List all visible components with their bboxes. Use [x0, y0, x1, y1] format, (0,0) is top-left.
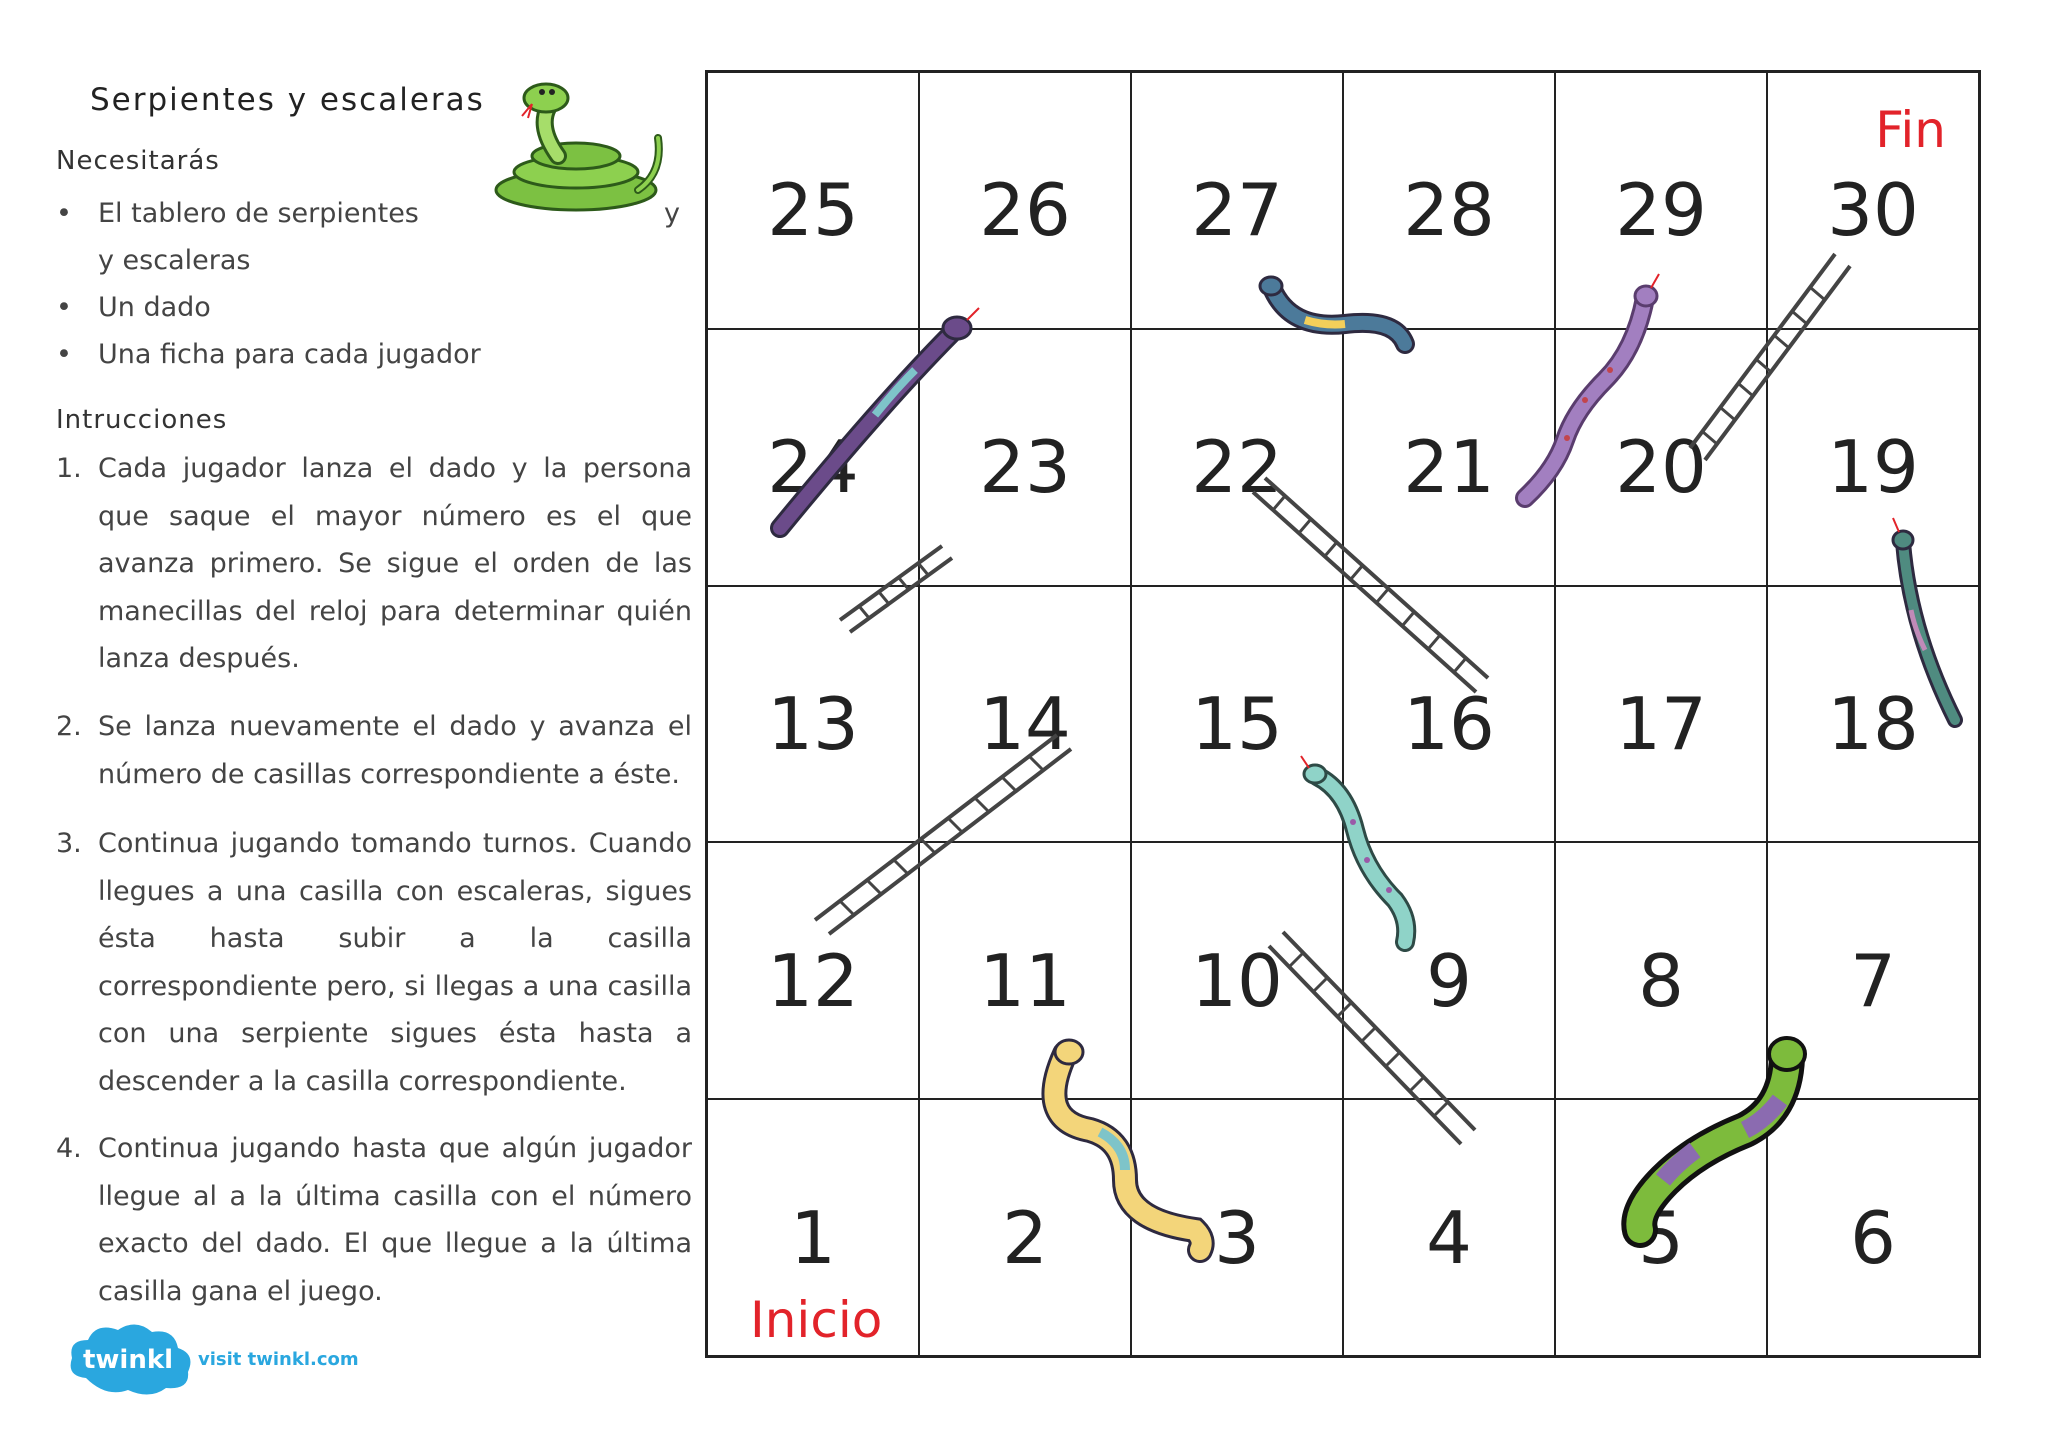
- board-cell-12: [707, 842, 919, 1099]
- instruction-item: 1. Cada jugador lanza el dado y la persona que saque el mayor número es el que avanza primero. Se sigue el orden de las manecillas del reloj para determinar quién lanza después.: [56, 453, 692, 674]
- cell-number: 16: [1403, 681, 1495, 766]
- board-cell-15: [1131, 586, 1343, 843]
- cell-number: 8: [1638, 938, 1684, 1023]
- twinkl-logo-icon[interactable]: [66, 1318, 196, 1398]
- finish-label: Fin: [1875, 101, 1946, 159]
- cell-number: 24: [767, 425, 859, 510]
- instruction-item: 2. Se lanza nuevamente el dado y avanza el número de casillas correspondiente a éste.: [56, 711, 692, 790]
- cell-number: 18: [1827, 681, 1919, 766]
- cell-number: 10: [1191, 938, 1283, 1023]
- board-cell-23: [919, 329, 1131, 586]
- cell-number: 27: [1191, 168, 1283, 253]
- board-cell-29: [1555, 72, 1767, 329]
- cell-number: 5: [1638, 1195, 1684, 1280]
- cell-number: 19: [1827, 425, 1919, 510]
- board-cell-13: [707, 586, 919, 843]
- cell-number: 29: [1615, 168, 1707, 253]
- board-cell-10: [1131, 842, 1343, 1099]
- board-cell-4: [1343, 1099, 1555, 1356]
- page-title: Serpientes y escaleras: [90, 82, 485, 118]
- board-cell-19: [1767, 329, 1979, 586]
- game-board: [705, 70, 1981, 1358]
- cell-number: 13: [767, 681, 859, 766]
- board-cell-26: [919, 72, 1131, 329]
- board-cell-14: [919, 586, 1131, 843]
- board-cell-17: [1555, 586, 1767, 843]
- instruction-item: 3. Continua jugando tomando turnos. Cuando llegues a una casilla con escaleras, sigues ésta hasta subir a la casilla correspondiente pero, si llegas a una casilla con una serpiente sigues ésta hasta a descender a la casilla correspondiente.: [56, 828, 692, 1097]
- board-cell-18: [1767, 586, 1979, 843]
- board-cell-9: [1343, 842, 1555, 1099]
- cell-number: 22: [1191, 425, 1283, 510]
- cell-number: 1: [790, 1195, 836, 1280]
- instruction-item: 4. Continua jugando hasta que algún jugador llegue al a la última casilla con el número exacto del dado. El que llegue a la última casilla gana el juego.: [56, 1133, 692, 1307]
- instructions-heading: Intrucciones: [56, 405, 228, 435]
- logo-text: twinkl: [82, 1345, 174, 1375]
- board-cell-5: [1555, 1099, 1767, 1356]
- cell-number: 23: [979, 425, 1071, 510]
- needs-stray-text: y: [664, 198, 680, 229]
- cell-number: 4: [1426, 1195, 1472, 1280]
- board-cell-8: [1555, 842, 1767, 1099]
- board-cell-21: [1343, 329, 1555, 586]
- board-cell-3: [1131, 1099, 1343, 1356]
- cell-number: 2: [1002, 1195, 1048, 1280]
- cell-number: 9: [1426, 938, 1472, 1023]
- board-grid: [705, 70, 1981, 1358]
- cell-number: 26: [979, 168, 1071, 253]
- board-cell-16: [1343, 586, 1555, 843]
- cell-number: 11: [979, 938, 1071, 1023]
- cell-number: 3: [1214, 1195, 1260, 1280]
- board-cell-20: [1555, 329, 1767, 586]
- board-cell-30: [1767, 72, 1979, 329]
- cell-number: 6: [1850, 1195, 1896, 1280]
- cell-number: 7: [1850, 938, 1896, 1023]
- board-cell-28: [1343, 72, 1555, 329]
- cell-number: 12: [767, 938, 859, 1023]
- board-cell-7: [1767, 842, 1979, 1099]
- board-cell-24: [707, 329, 919, 586]
- cell-number: 21: [1403, 425, 1495, 510]
- needs-heading: Necesitarás: [56, 146, 220, 176]
- cell-number: 30: [1827, 168, 1919, 253]
- cell-number: 28: [1403, 168, 1495, 253]
- cell-number: 15: [1191, 681, 1283, 766]
- instructions-panel: Serpientes y escaleras Necesitarás • El tablero de serpientes y escaleras y • Un dado • Una ficha para cada jugador Intrucciones 1. Cada jugador lanza el dado y la persona que saque el mayor número es el que avanza primero. Se sigue el orden de las manecillas del reloj para determinar quién lanza después. 2. Se lanza nuevamente el dado y avanza el número de casillas correspondiente a éste. 3. Continua jugando tomando turnos. Cuando llegues a una casilla con escaleras, sigues ésta hasta subir a la casilla correspondiente pero, si llegas a una casilla con una serpiente sigues ésta hasta a descender a la casilla correspondiente. 4. Continua jugando hasta que algún jugador llegue al a la última casilla con el número exacto del dado. El que llegue a la última casilla gana el juego. twinkl visit twinkl.com: [0, 0, 700, 1448]
- board-cell-27: [1131, 72, 1343, 329]
- twinkl-link[interactable]: visit twinkl.com: [198, 1349, 359, 1370]
- board-cell-2: [919, 1099, 1131, 1356]
- start-label: Inicio: [750, 1290, 883, 1349]
- board-cell-6: [1767, 1099, 1979, 1356]
- cell-number: 17: [1615, 681, 1707, 766]
- board-cell-25: [707, 72, 919, 329]
- board-cell-22: [1131, 329, 1343, 586]
- cell-number: 25: [767, 168, 859, 253]
- board-cell-1: [707, 1099, 919, 1356]
- cell-number: 20: [1615, 425, 1707, 510]
- cell-number: 14: [979, 681, 1071, 766]
- board-cell-11: [919, 842, 1131, 1099]
